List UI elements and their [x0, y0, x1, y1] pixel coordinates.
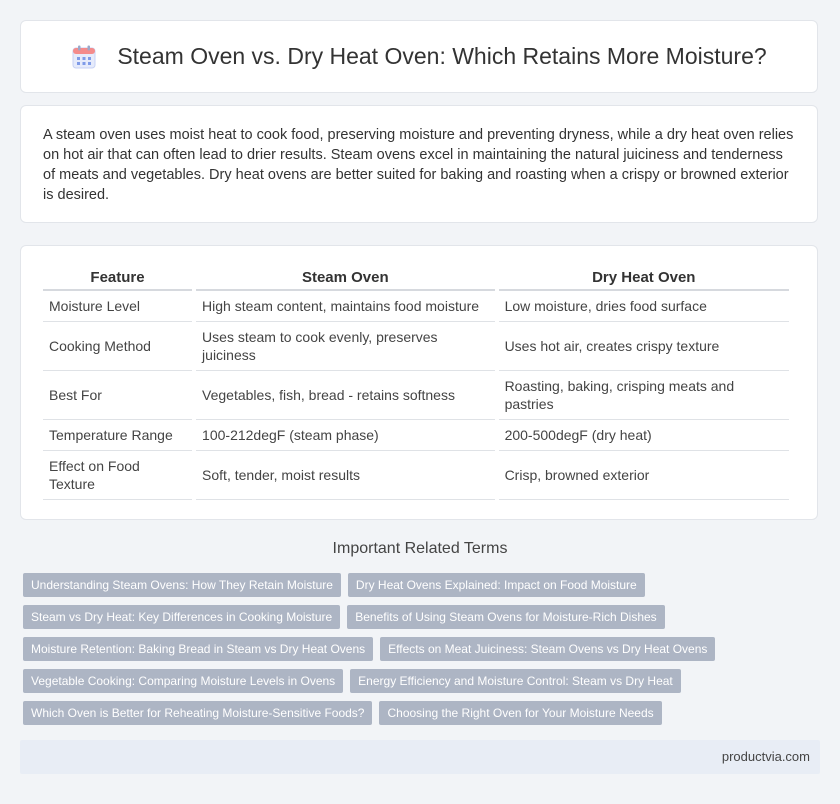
table-cell: Uses steam to cook evenly, preserves juiciness — [196, 322, 495, 371]
table-cell: Low moisture, dries food surface — [499, 291, 789, 322]
footer-site-link[interactable]: productvia.com — [721, 749, 810, 764]
table-cell: Moisture Level — [43, 291, 192, 322]
related-term-tag[interactable]: Vegetable Cooking: Comparing Moisture Levels in Ovens — [23, 669, 343, 693]
tag-row — [23, 669, 823, 693]
table-cell: Soft, tender, moist results — [196, 451, 495, 500]
related-term-tag[interactable]: Steam vs Dry Heat: Key Differences in Cooking Moisture — [23, 605, 340, 629]
table-row — [43, 420, 789, 451]
tag-row — [23, 573, 823, 597]
related-term-tag[interactable]: Understanding Steam Ovens: How They Retain Moisture — [23, 573, 341, 597]
intro-paragraph: A steam oven uses moist heat to cook food, preserving moisture and preventing dryness, while a dry heat oven relies on hot air that can often lead to drier results. Steam ovens excel in maintaining the natural juiciness and tenderness of meats and vegetables. Dry heat ovens are better suited for baking and roasting when a crispy or browned exterior is desired. — [43, 127, 794, 203]
table-row — [43, 322, 789, 371]
table-cell: 100-212degF (steam phase) — [196, 420, 495, 451]
related-term-tag[interactable]: Benefits of Using Steam Ovens for Moisture-Rich Dishes — [347, 605, 664, 629]
tag-row — [23, 637, 823, 661]
table-cell: Effect on Food Texture — [43, 451, 192, 500]
related-term-tag[interactable]: Which Oven is Better for Reheating Moisture-Sensitive Foods? — [23, 701, 372, 725]
table-row — [43, 291, 789, 322]
page-title: Steam Oven vs. Dry Heat Oven: Which Retains More Moisture? — [117, 43, 767, 69]
footer — [20, 740, 820, 774]
related-term-tag[interactable]: Choosing the Right Oven for Your Moisture Needs — [379, 701, 661, 725]
related-term-tag[interactable]: Moisture Retention: Baking Bread in Steam vs Dry Heat Ovens — [23, 637, 373, 661]
comparison-card — [20, 245, 818, 520]
title-card — [20, 20, 818, 93]
related-terms-list — [23, 573, 823, 733]
related-term-tag[interactable]: Dry Heat Ovens Explained: Impact on Food Moisture — [348, 573, 645, 597]
table-cell: Roasting, baking, crisping meats and pastries — [499, 371, 789, 420]
header-dry-heat-oven: Dry Heat Oven — [499, 263, 789, 291]
header-steam-oven: Steam Oven — [196, 263, 495, 291]
related-terms-title: Important Related Terms — [332, 540, 508, 557]
tag-row — [23, 605, 823, 629]
table-cell: Crisp, browned exterior — [499, 451, 789, 500]
table-row — [43, 451, 789, 500]
table-cell: Vegetables, fish, bread - retains softness — [196, 371, 495, 420]
table-header-row — [43, 263, 789, 291]
table-cell: High steam content, maintains food moisture — [196, 291, 495, 322]
related-term-tag[interactable]: Energy Efficiency and Moisture Control: Steam vs Dry Heat — [350, 669, 681, 693]
calendar-icon — [71, 44, 97, 70]
table-cell: Best For — [43, 371, 192, 420]
table-cell: Temperature Range — [43, 420, 192, 451]
table-cell: Uses hot air, creates crispy texture — [499, 322, 789, 371]
table-cell: 200-500degF (dry heat) — [499, 420, 789, 451]
comparison-table — [39, 263, 793, 500]
related-term-tag[interactable]: Effects on Meat Juiciness: Steam Ovens vs Dry Heat Ovens — [380, 637, 715, 661]
table-row — [43, 371, 789, 420]
header-feature: Feature — [43, 263, 192, 291]
table-cell: Cooking Method — [43, 322, 192, 371]
intro-card — [20, 105, 818, 223]
tag-row — [23, 701, 823, 725]
